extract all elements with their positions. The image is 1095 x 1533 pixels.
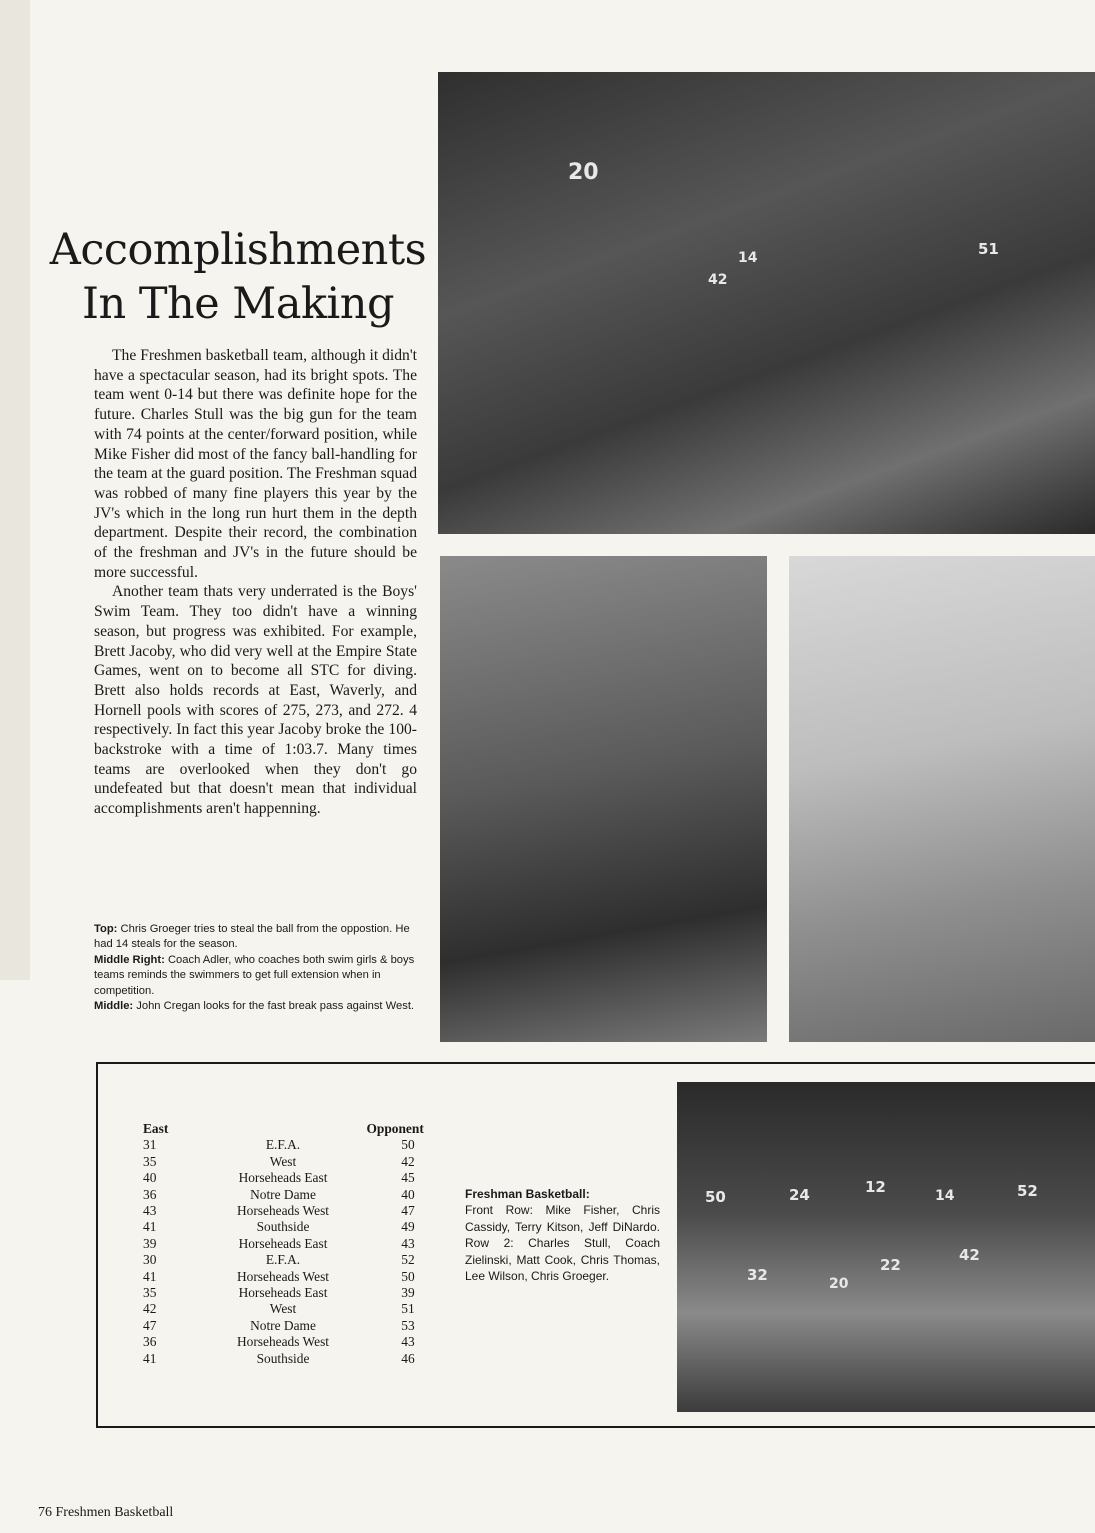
caption-text: Chris Groeger tries to steal the ball from the oppostion. He had 14 steals for the season.: [94, 923, 410, 951]
schedule-row: [143, 1187, 453, 1203]
opponent-name: Horseheads East: [238, 1170, 328, 1186]
title-line-1: Accomplishments: [49, 225, 427, 275]
caption-label: Middle:: [94, 1000, 134, 1013]
score-opponent: 47: [401, 1203, 415, 1219]
header-opponent: Opponent: [366, 1121, 424, 1136]
jersey-number: 14: [935, 1188, 955, 1204]
article-paragraph: Another team thats very underrated is the Boys' Swim Team. They too didn't have a winning season, but progress was exhibited. For example, Brett Jacoby, who did very well at the Empire State Games, went on to become all STC for diving. Brett also holds records at East, Waverly, and Hornell pools with scores of 275, 273, and 272. 4 respectively. In fact this year Jacoby broke the 100-backstroke with a time of 1:03.7. Many times teams are overlooked when they don't go undefeated but that doesn't mean that individual accomplishments aren't happenning.: [94, 583, 417, 818]
score-east: 35: [143, 1153, 157, 1169]
caption-middle-right: [94, 953, 419, 999]
schedule-header: [143, 1121, 453, 1137]
opponent-name: Notre Dame: [250, 1186, 316, 1202]
caption-text: Coach Adler, who coaches both swim girls & boys teams reminds the swimmers to get full extension when in competition.: [94, 953, 415, 997]
schedule-row: [143, 1236, 453, 1252]
opponent-name: West: [269, 1153, 297, 1169]
opponent-name: Horseheads East: [238, 1235, 328, 1251]
jersey-number: 14: [738, 250, 758, 266]
score-opponent: 50: [401, 1137, 415, 1153]
opponent-name: Horseheads East: [238, 1285, 328, 1301]
score-east: 41: [143, 1219, 157, 1235]
schedule-row: [143, 1334, 453, 1350]
team-caption-heading: Freshman Basketball:: [465, 1187, 590, 1201]
score-east: 41: [143, 1350, 157, 1366]
schedule-row: [143, 1351, 453, 1367]
caption-text: John Cregan looks for the fast break pass against West.: [136, 1000, 415, 1013]
score-opponent: 52: [401, 1252, 415, 1268]
page-title: [48, 224, 428, 332]
schedule-row: [143, 1154, 453, 1170]
opponent-name: Horseheads West: [236, 1334, 329, 1350]
score-opponent: 50: [401, 1268, 415, 1284]
score-east: 36: [143, 1334, 157, 1350]
schedule-row: [143, 1203, 453, 1219]
section-name: Freshmen Basketball: [55, 1505, 174, 1520]
caption-label: Middle Right:: [94, 953, 165, 966]
opponent-name: West: [269, 1301, 297, 1317]
score-east: 42: [143, 1301, 157, 1317]
schedule-table: [143, 1121, 453, 1367]
score-east: 31: [143, 1137, 157, 1153]
jersey-number: 12: [865, 1178, 886, 1196]
score-east: 41: [143, 1268, 157, 1284]
team-photo: [677, 1082, 1095, 1412]
score-east: 40: [143, 1170, 157, 1186]
score-opponent: 40: [401, 1186, 415, 1202]
score-opponent: 53: [401, 1317, 415, 1333]
score-east: 36: [143, 1186, 157, 1202]
middle-photo: [440, 556, 767, 1042]
score-opponent: 42: [401, 1153, 415, 1169]
schedule-row: [143, 1301, 453, 1317]
schedule-row: [143, 1318, 453, 1334]
opponent-name: Horseheads West: [236, 1268, 329, 1284]
photo-captions: [94, 922, 419, 1014]
score-east: 35: [143, 1285, 157, 1301]
opponent-name: E.F.A.: [265, 1137, 301, 1153]
jersey-number: 42: [959, 1246, 980, 1264]
article-body: [94, 346, 417, 819]
schedule-row: [143, 1137, 453, 1153]
team-caption: [465, 1186, 660, 1284]
schedule-row: [143, 1219, 453, 1235]
schedule-row: [143, 1285, 453, 1301]
opponent-name: E.F.A.: [265, 1252, 301, 1268]
score-opponent: 43: [401, 1235, 415, 1251]
page-footer: [38, 1505, 173, 1521]
opponent-name: Notre Dame: [250, 1317, 316, 1333]
title-line-2: In The Making: [81, 278, 395, 329]
score-opponent: 49: [401, 1219, 415, 1235]
jersey-number: 50: [705, 1188, 726, 1206]
schedule-row: [143, 1269, 453, 1285]
jersey-number: 22: [880, 1256, 901, 1274]
score-east: 30: [143, 1252, 157, 1268]
score-opponent: 43: [401, 1334, 415, 1350]
opponent-name: Southside: [256, 1219, 310, 1235]
article-paragraph: The Freshmen basketball team, although it didn't have a spectacular season, had its bright spots. The team went 0-14 but there was definite hope for the future. Charles Stull was the big gun for the team with 74 points at the center/forward position, while Mike Fisher did most of the fancy ball-handling for the team at the guard position. The Freshman squad was robbed of many fine players this year by the JV's which in the long run hurt them in the depth department. Despite their record, the combination of the freshman and JV's in the future should be more successful.: [94, 347, 417, 581]
page-number: 76: [38, 1505, 52, 1520]
caption-label: Top:: [94, 923, 118, 935]
jersey-number: 32: [747, 1266, 768, 1284]
opponent-name: Horseheads West: [236, 1203, 329, 1219]
schedule-row: [143, 1252, 453, 1268]
page-edge-shade: [0, 0, 30, 980]
jersey-number: 42: [708, 272, 728, 288]
top-photo: [438, 72, 1095, 534]
score-east: 43: [143, 1203, 157, 1219]
team-caption-text: Front Row: Mike Fisher, Chris Cassidy, Terry Kitson, Jeff DiNardo. Row 2: Charles Stull, Coach Zielinski, Matt Cook, Chris Thomas, Lee Wilson, Chris Groeger.: [465, 1203, 660, 1284]
score-east: 39: [143, 1235, 157, 1251]
jersey-number: 52: [1017, 1182, 1038, 1200]
jersey-number: 20: [829, 1276, 849, 1292]
jersey-number: 24: [789, 1186, 810, 1204]
header-east: East: [143, 1121, 169, 1136]
score-opponent: 39: [401, 1285, 415, 1301]
score-opponent: 45: [401, 1170, 415, 1186]
jersey-number: 51: [978, 240, 999, 258]
caption-middle: [94, 999, 419, 1014]
score-opponent: 46: [401, 1350, 415, 1366]
caption-top: [94, 922, 419, 953]
opponent-name: Southside: [256, 1350, 310, 1366]
score-east: 47: [143, 1317, 157, 1333]
schedule-row: [143, 1170, 453, 1186]
middle-right-photo: [789, 556, 1095, 1042]
jersey-number: 20: [568, 160, 599, 185]
score-opponent: 51: [401, 1301, 415, 1317]
